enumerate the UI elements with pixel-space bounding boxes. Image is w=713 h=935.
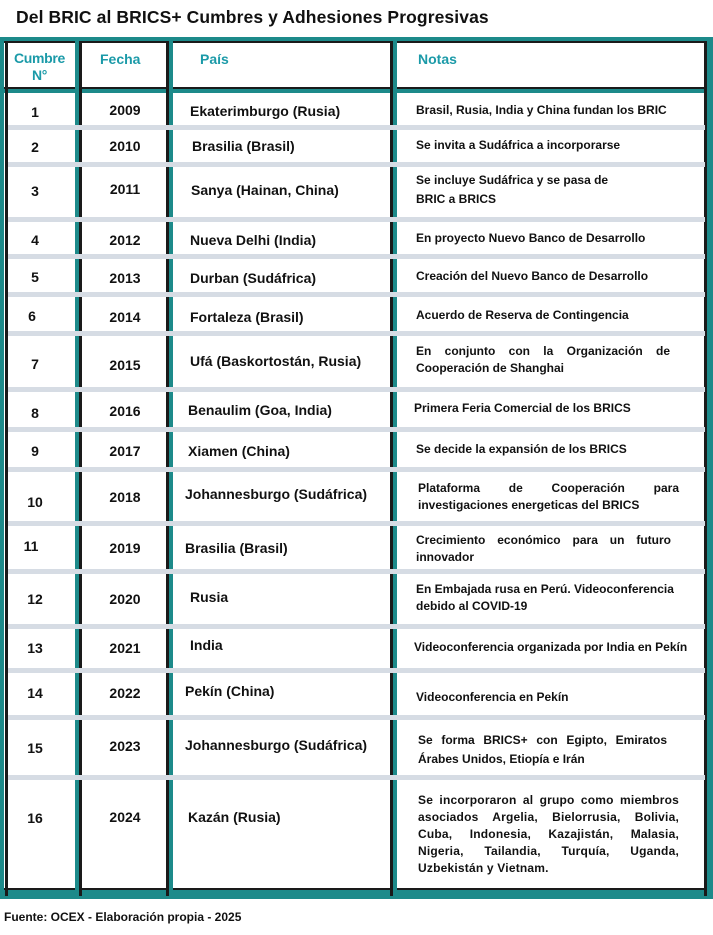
cell-numero: 1 — [31, 104, 39, 120]
cell-pais: Rusia — [190, 589, 229, 605]
row-separator — [8, 624, 705, 629]
cell-numero: 5 — [31, 269, 39, 285]
cell-pais: Fortaleza (Brasil) — [190, 309, 304, 325]
cell-notas: Videoconferencia organizada por India en Pekín — [414, 640, 688, 654]
cell-pais: Benaulim (Goa, India) — [188, 402, 332, 418]
cell-notas: Se invita a Sudáfrica a incorporarse — [416, 138, 621, 152]
cell-fecha: 2013 — [109, 270, 141, 286]
row-separator — [8, 125, 705, 130]
col-border-right — [707, 41, 713, 896]
cell-numero: 16 — [27, 810, 43, 826]
row-separator — [8, 331, 705, 336]
cell-pais: India — [190, 637, 223, 653]
cell-notas: Se incluye Sudáfrica y se pasa de BRIC a BRICS — [416, 173, 609, 206]
header-bottom-border-teal — [0, 89, 713, 93]
header-fecha: Fecha — [100, 51, 141, 67]
row-separator — [8, 569, 705, 574]
cell-notas: Se incorporaron al grupo como miembros asociados Argelia, Bielorrusia, Bolivia, Cuba, Indonesia, Kazajistán, Malasia, Nigeria, Tailandia, Turquía, Uganda, Uzbekistán y Vietnam. — [418, 793, 679, 875]
row-separator — [8, 217, 705, 222]
cell-numero: 8 — [31, 405, 39, 421]
cell-fecha: 2024 — [109, 809, 141, 825]
row-separator — [8, 715, 705, 720]
cell-fecha: 2021 — [109, 640, 141, 656]
cell-numero: 13 — [27, 640, 43, 656]
cell-pais: Durban (Sudáfrica) — [190, 270, 317, 286]
cell-pais: Pekín (China) — [185, 683, 275, 699]
cell-fecha: 2010 — [109, 138, 141, 154]
cell-pais: Brasilia (Brasil) — [185, 540, 288, 556]
cell-numero: 4 — [31, 232, 39, 248]
header-pais: País — [200, 51, 229, 67]
cell-pais: Ufá (Baskortostán, Rusia) — [190, 353, 362, 369]
cell-fecha: 2022 — [109, 685, 141, 701]
cell-pais: Xiamen (China) — [188, 443, 290, 459]
cell-numero: 10 — [27, 494, 43, 510]
cell-notas: Primera Feria Comercial de los BRICS — [414, 401, 631, 415]
row-separator — [8, 775, 705, 780]
cell-fecha: 2016 — [109, 403, 141, 419]
cell-numero: 12 — [27, 591, 43, 607]
cell-notas: Se forma BRICS+ con Egipto, Emiratos Árabes Unidos, Etiopía e Irán — [418, 733, 667, 766]
cell-fecha: 2019 — [109, 540, 141, 556]
cell-fecha: 2012 — [109, 232, 141, 248]
cell-pais: Sanya (Hainan, China) — [191, 182, 339, 198]
table-bottom-border — [0, 890, 713, 899]
cell-fecha: 2020 — [109, 591, 141, 607]
cell-notas: En Embajada rusa en Perú. Videoconferencia debido al COVID-19 — [416, 582, 674, 613]
cell-notas: Acuerdo de Reserva de Contingencia — [416, 308, 629, 322]
cell-pais: Ekaterimburgo (Rusia) — [190, 103, 341, 119]
cell-numero: 11 — [23, 538, 39, 554]
cell-fecha: 2018 — [109, 489, 141, 505]
summits-table — [0, 37, 713, 903]
cell-numero: 2 — [31, 139, 39, 155]
cell-notas: Plataforma de Cooperación para investigaciones energeticas del BRICS — [418, 481, 679, 512]
cell-fecha: 2015 — [109, 357, 141, 373]
cell-pais: Brasilia (Brasil) — [192, 138, 295, 154]
table-title: Del BRIC al BRICS+ Cumbres y Adhesiones Progresivas — [16, 7, 489, 27]
row-separator — [8, 467, 705, 472]
cell-pais: Kazán (Rusia) — [188, 809, 281, 825]
cell-notas: En proyecto Nuevo Banco de Desarrollo — [416, 231, 646, 245]
cell-numero: 15 — [27, 740, 43, 756]
row-separator — [8, 254, 705, 259]
header-notas: Notas — [418, 51, 457, 67]
cell-numero: 3 — [31, 183, 39, 199]
cell-fecha: 2023 — [109, 738, 141, 754]
cell-fecha: 2017 — [109, 443, 141, 459]
cell-pais: Johannesburgo (Sudáfrica) — [185, 737, 368, 753]
cell-fecha: 2014 — [109, 309, 141, 325]
row-separator — [8, 387, 705, 392]
cell-notas: Creación del Nuevo Banco de Desarrollo — [416, 269, 649, 283]
cell-numero: 6 — [28, 308, 36, 324]
cell-fecha: 2011 — [109, 181, 141, 197]
cell-numero: 7 — [31, 356, 39, 372]
cell-notas: Brasil, Rusia, India y China fundan los BRIC — [416, 103, 667, 117]
cell-notas: En conjunto con la Organización de Cooperación de Shanghai — [416, 344, 670, 375]
row-separator — [8, 427, 705, 432]
cell-pais: Nueva Delhi (India) — [190, 232, 317, 248]
header-numero: Cumbre N° — [13, 50, 66, 83]
row-separator — [8, 162, 705, 167]
table-top-border-inner — [0, 41, 713, 43]
cell-fecha: 2009 — [109, 102, 141, 118]
row-separator — [8, 292, 705, 297]
cell-pais: Johannesburgo (Sudáfrica) — [185, 486, 368, 502]
row-separator — [8, 668, 705, 673]
cell-notas: Se decide la expansión de los BRICS — [416, 442, 627, 456]
source-note: Fuente: OCEX - Elaboración propia - 2025 — [4, 910, 242, 924]
row-separator — [8, 521, 705, 526]
cell-notas: Crecimiento económico para un futuro innovador — [416, 533, 671, 564]
cell-numero: 14 — [27, 685, 43, 701]
cell-numero: 9 — [31, 443, 39, 459]
col-border-left — [0, 41, 4, 896]
cell-notas: Videoconferencia en Pekín — [416, 690, 569, 704]
